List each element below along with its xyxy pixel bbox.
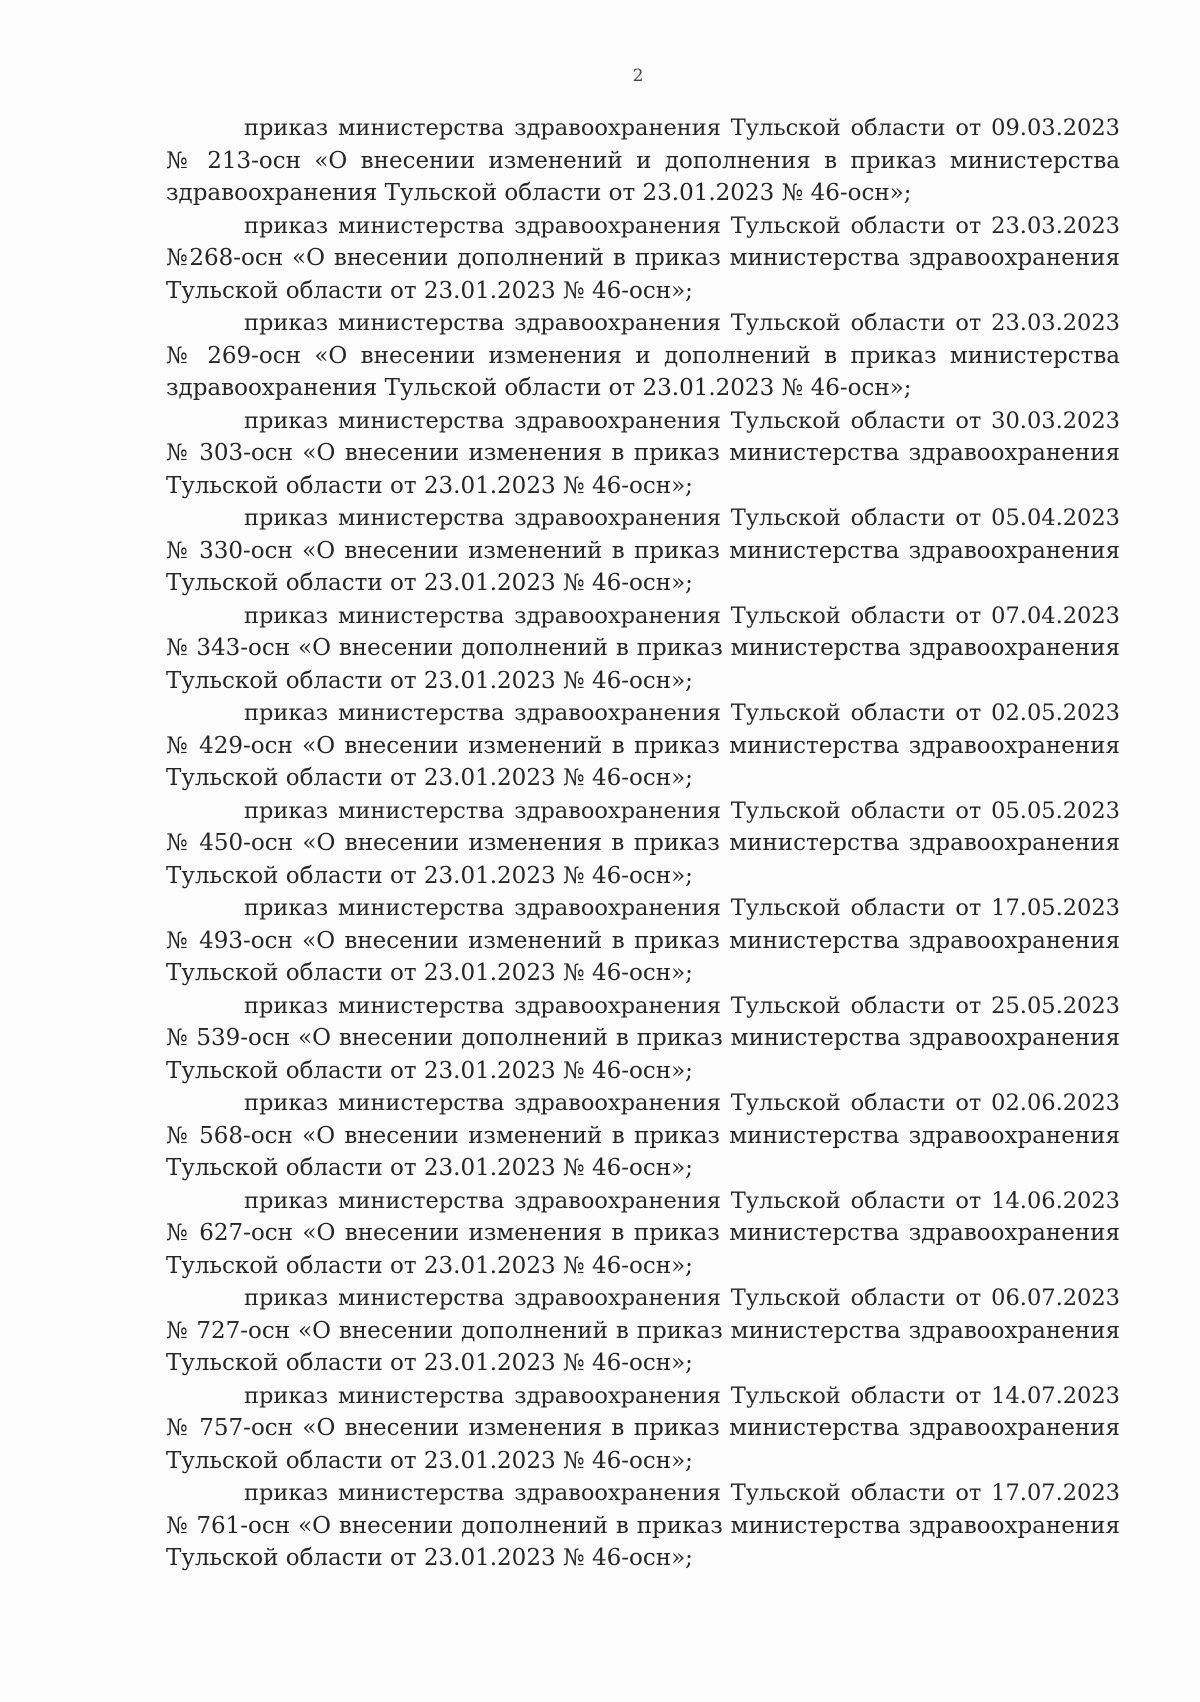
paragraph-line: № 568-осн «О внесении изменений в приказ министерства здравоохранения (166, 1122, 1120, 1149)
paragraph-line: № 213-осн «О внесении изменений и дополнения в приказ министерства (166, 147, 1120, 174)
paragraph-line: Тульской области от 23.01.2023 № 46-осн»; (166, 472, 693, 499)
order-paragraph (166, 697, 1120, 795)
order-paragraph (166, 795, 1120, 893)
paragraph-line: здравоохранения Тульской области от 23.01.2023 № 46-осн»; (166, 375, 912, 401)
paragraph-line: приказ министерства здравоохранения Тульской области от 17.07.2023 (244, 1480, 1120, 1506)
order-paragraph (166, 1477, 1120, 1575)
paragraph-line: № 330-осн «О внесении изменений в приказ министерства здравоохранения (166, 537, 1120, 564)
order-paragraph (166, 990, 1120, 1088)
paragraph-line: Тульской области от 23.01.2023 № 46-осн»; (166, 277, 693, 304)
paragraph-line: приказ министерства здравоохранения Тульской области от 14.06.2023 (244, 1187, 1120, 1214)
order-paragraph (166, 405, 1120, 503)
paragraph-line: № 450-осн «О внесении изменения в приказ министерства здравоохранения (166, 830, 1120, 856)
paragraph-line: № 429-осн «О внесении изменений в приказ министерства здравоохранения (166, 732, 1120, 759)
paragraph-line: № 539-осн «О внесении дополнений в приказ министерства здравоохранения (166, 1025, 1120, 1051)
order-paragraph (166, 600, 1120, 698)
order-paragraph (166, 1185, 1120, 1283)
paragraph-line: № 757-осн «О внесении изменения в приказ министерства здравоохранения (166, 1415, 1120, 1441)
paragraph-line: приказ министерства здравоохранения Тульской области от 07.04.2023 (244, 602, 1120, 629)
paragraph-line: приказ министерства здравоохранения Тульской области от 23.03.2023 (244, 212, 1120, 239)
paragraph-line: № 303-осн «О внесении изменения в приказ министерства здравоохранения (166, 440, 1120, 466)
paragraph-line: № 627-осн «О внесении изменения в приказ министерства здравоохранения (166, 1220, 1120, 1246)
paragraph-line: Тульской области от 23.01.2023 № 46-осн»; (166, 570, 693, 596)
paragraph-line: №268-осн «О внесении дополнений в приказ министерства здравоохранения (166, 245, 1120, 271)
order-paragraph (166, 502, 1120, 600)
order-paragraph (166, 210, 1120, 308)
paragraph-line: Тульской области от 23.01.2023 № 46-осн»; (166, 862, 693, 889)
paragraph-line: приказ министерства здравоохранения Тульской области от 30.03.2023 (244, 407, 1120, 434)
paragraph-line: приказ министерства здравоохранения Тульской области от 25.05.2023 (244, 992, 1120, 1019)
paragraph-line: № 493-осн «О внесении изменений в приказ министерства здравоохранения (166, 927, 1120, 954)
paragraph-line: Тульской области от 23.01.2023 № 46-осн»; (166, 1057, 693, 1084)
paragraph-line: приказ министерства здравоохранения Тульской области от 02.06.2023 (244, 1090, 1120, 1116)
paragraph-line: здравоохранения Тульской области от 23.01.2023 № 46-осн»; (166, 180, 912, 206)
paragraph-line: приказ министерства здравоохранения Тульской области от 05.04.2023 (244, 505, 1120, 531)
page-number: 2 (632, 66, 644, 86)
paragraph-line: Тульской области от 23.01.2023 № 46-осн»; (166, 1447, 693, 1474)
paragraph-line: № 761-осн «О внесении дополнений в приказ министерства здравоохранения (166, 1512, 1120, 1539)
order-paragraph (166, 892, 1120, 990)
paragraph-line: Тульской области от 23.01.2023 № 46-осн»; (166, 1252, 693, 1279)
paragraph-line: Тульской области от 23.01.2023 № 46-осн»; (166, 1350, 693, 1376)
order-paragraph (166, 307, 1120, 405)
paragraph-line: Тульской области от 23.01.2023 № 46-осн»; (166, 960, 693, 986)
order-paragraph (166, 1282, 1120, 1380)
paragraph-line: Тульской области от 23.01.2023 № 46-осн»; (166, 1155, 693, 1181)
order-paragraph (166, 1380, 1120, 1478)
paragraph-line: приказ министерства здравоохранения Тульской области от 23.03.2023 (244, 310, 1120, 336)
paragraph-line: Тульской области от 23.01.2023 № 46-осн»; (166, 1545, 693, 1571)
document-body (166, 112, 1120, 1575)
paragraph-line: приказ министерства здравоохранения Тульской области от 17.05.2023 (244, 895, 1120, 921)
paragraph-line: Тульской области от 23.01.2023 № 46-осн»; (166, 667, 693, 694)
paragraph-line: № 269-осн «О внесении изменения и дополнений в приказ министерства (166, 342, 1120, 369)
paragraph-line: Тульской области от 23.01.2023 № 46-осн»; (166, 765, 693, 791)
order-paragraph (166, 112, 1120, 210)
paragraph-line: приказ министерства здравоохранения Тульской области от 14.07.2023 (244, 1382, 1120, 1409)
paragraph-line: приказ министерства здравоохранения Тульской области от 05.05.2023 (244, 797, 1120, 824)
paragraph-line: приказ министерства здравоохранения Тульской области от 02.05.2023 (244, 700, 1120, 726)
order-paragraph (166, 1087, 1120, 1185)
paragraph-line: № 727-осн «О внесении дополнений в приказ министерства здравоохранения (166, 1317, 1120, 1344)
paragraph-line: приказ министерства здравоохранения Тульской области от 06.07.2023 (244, 1285, 1120, 1311)
paragraph-line: № 343-осн «О внесении дополнений в приказ министерства здравоохранения (166, 635, 1120, 661)
paragraph-line: приказ министерства здравоохранения Тульской области от 09.03.2023 (244, 115, 1120, 141)
